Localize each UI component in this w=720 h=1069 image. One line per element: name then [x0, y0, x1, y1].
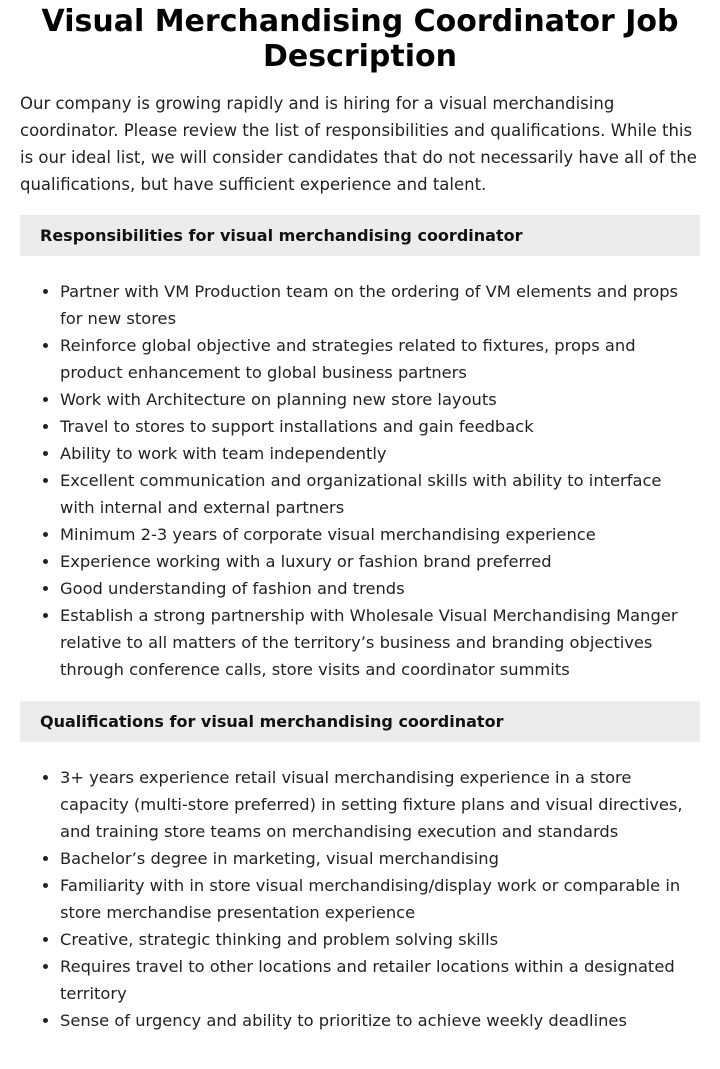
list-item: • Experience working with a luxury or fashion brand preferred	[60, 548, 700, 575]
list-item: • Ability to work with team independently	[60, 440, 700, 467]
job-description-page	[0, 4, 720, 1034]
responsibilities-heading: Responsibilities for visual merchandising coordinator	[20, 215, 700, 256]
list-item: • Requires travel to other locations and retailer locations within a designated territory	[60, 953, 700, 1007]
qualifications-heading: Qualifications for visual merchandising coordinator	[20, 701, 700, 742]
intro-paragraph: Our company is growing rapidly and is hiring for a visual merchandising coordinator. Please review the list of responsibilities and qualifications. While this is our ideal list, we will consider candidates that do not necessarily have all of the qualifications, but have sufficient experience and talent.	[20, 94, 697, 194]
list-item: • Minimum 2-3 years of corporate visual merchandising experience	[60, 521, 700, 548]
list-item: • Good understanding of fashion and trends	[60, 575, 700, 602]
list-item: • Excellent communication and organizational skills with ability to interface with internal and external partners	[60, 467, 700, 521]
list-item: • Bachelor’s degree in marketing, visual merchandising	[60, 845, 700, 872]
list-item: • Establish a strong partnership with Wholesale Visual Merchandising Manger relative to all matters of the territory’s business and branding objectives through conference calls, store visits and coordinator summits	[60, 602, 700, 683]
list-item: • Creative, strategic thinking and problem solving skills	[60, 926, 700, 953]
list-item: • Sense of urgency and ability to prioritize to achieve weekly deadlines	[60, 1007, 700, 1034]
qualifications-list	[20, 764, 700, 1034]
list-item: • Reinforce global objective and strategies related to fixtures, props and product enhancement to global business partners	[60, 332, 700, 386]
list-item: • Travel to stores to support installations and gain feedback	[60, 413, 700, 440]
responsibilities-list	[20, 278, 700, 683]
list-item: • Familiarity with in store visual merchandising/display work or comparable in store merchandise presentation experience	[60, 872, 700, 926]
list-item: • 3+ years experience retail visual merchandising experience in a store capacity (multi-store preferred) in setting fixture plans and visual directives, and training store teams on merchandising execution and standards	[60, 764, 700, 845]
page-title: Visual Merchandising Coordinator Job Description	[41, 4, 679, 74]
list-item: • Work with Architecture on planning new store layouts	[60, 386, 700, 413]
list-item: • Partner with VM Production team on the ordering of VM elements and props for new stores	[60, 278, 700, 332]
